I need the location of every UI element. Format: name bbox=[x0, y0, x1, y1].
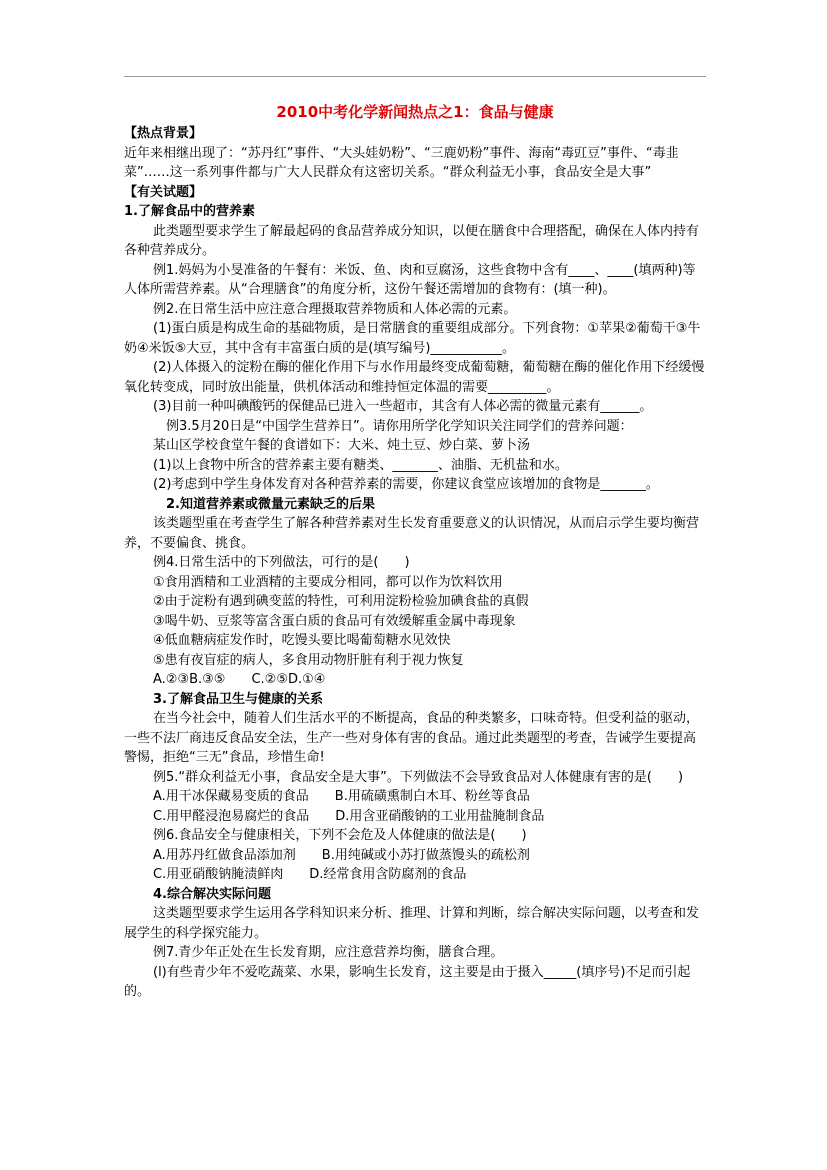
example-4: 例4.日常生活中的下列做法，可行的是( ) bbox=[153, 555, 410, 570]
example-7-part-1: (l)有些青少年不爱吃蔬菜、水果，影响生长发育，这主要是由于摄入_____(填序号)不足而引起的。 bbox=[124, 964, 691, 999]
topic-3-intro: 在当今社会中，随着人们生活水平的不断提高，食品的种类繁多，口味奇特。但受利益的驱动，一些不法厂商违反食品安全法，生产一些对身体有害的食品。通过此类题型的考查，告诫学生要提高警惕，拒绝“三无”食品，珍惜生命! bbox=[124, 711, 700, 765]
document-body bbox=[124, 100, 706, 1002]
example-5: 例5.“群众利益无小事，食品安全是大事”。下列做法不会导致食品对人体健康有害的是( ) bbox=[153, 769, 684, 785]
example-4-item-4: ④低血糖病症发作时，吃馒头要比喝葡萄糖水见效快 bbox=[153, 633, 451, 648]
example-1: 例1.妈妈为小旻准备的午餐有：米饭、鱼、肉和豆腐汤，这些食物中含有____、____(填两种)等人体所需营养素。从“合理膳食”的角度分析，这份午餐还需增加的食物有：(填一种)。 bbox=[124, 262, 696, 297]
header-rule bbox=[124, 76, 706, 77]
example-3-part-1: (1)以上食物中所含的营养素主要有糖类、_______、油脂、无机盐和水。 bbox=[153, 457, 568, 473]
example-3: 例3.5月20日是“中国学生营养日”。请你用所学化学知识关注同学们的营养问题： bbox=[166, 418, 633, 434]
example-2: 例2.在日常生活中应注意合理摄取营养物质和人体必需的元素。 bbox=[153, 301, 517, 317]
example-2-part-3: (3)目前一种叫碘酸钙的保健品已进入一些超市，其含有人体必需的微量元素有______。 bbox=[153, 399, 653, 414]
example-4-item-3: ③喝牛奶、豆浆等富含蛋白质的食品可有效缓解重金属中毒现象 bbox=[153, 613, 516, 629]
topic-4-intro: 这类题型要求学生运用各学科知识来分析、推理、计算和判断，综合解决实际问题，以考查和发展学生的科学探究能力。 bbox=[124, 906, 700, 941]
document-title: 2010中考化学新闻热点之1：食品与健康 bbox=[276, 103, 554, 121]
example-4-options: A.②③B.③⑤ C.②⑤D.①④ bbox=[153, 672, 326, 687]
topic-1-intro: 此类题型要求学生了解最起码的食品营养成分知识，以便在膳食中合理搭配，确保在人体内持有各种营养成分。 bbox=[124, 223, 700, 258]
example-4-item-1: ①食用酒精和工业酒精的主要成分相同，都可以作为饮料饮用 bbox=[153, 574, 503, 590]
background-paragraph: 近年来相继出现了：“苏丹红”事件、“大头娃奶粉”、“三鹿奶粉”事件、海南“毒豇豆”事件、“毒韭菜”……这一系列事件都与广大人民群众有这密切关系。“群众利益无小事，食品安全是大事” bbox=[124, 145, 679, 180]
example-3-part-2: (2)考虑到中学生身体发育对各种营养素的需要，你建议食堂应该增加的食物是_______。 bbox=[153, 477, 659, 492]
topic-heading-2: 2.知道营养素或微量元素缺乏的后果 bbox=[166, 496, 375, 512]
example-4-item-5: ⑤患有夜盲症的病人，多食用动物肝脏有利于视力恢复 bbox=[153, 652, 464, 668]
topic-heading-1: 1.了解食品中的营养素 bbox=[124, 204, 255, 219]
example-7: 例7.青少年正处在生长发育期，应注意营养均衡，膳食合理。 bbox=[153, 945, 504, 960]
topic-2-intro: 该类题型重在考查学生了解各种营养素对生长发育重要意义的认识情况，从而启示学生要均衡营养，不要偏食、挑食。 bbox=[124, 516, 700, 551]
example-5-options-cd: C.用甲醛浸泡易腐烂的食品 D.用含亚硝酸钠的工业用盐腌制食品 bbox=[153, 808, 545, 824]
example-6-options-cd: C.用亚硝酸钠腌渍鲜肉 D.经常食用含防腐剂的食品 bbox=[153, 867, 467, 882]
example-5-options-ab: A.用干冰保藏易变质的食品 B.用硫磺熏制白木耳、粉丝等食品 bbox=[153, 789, 530, 804]
example-2-part-2: (2)人体摄入的淀粉在酶的催化作用下与水作用最终变成葡萄糖，葡萄糖在酶的催化作用下经缓慢氧化转变成，同时放出能量，供机体活动和维持恒定体温的需要_________。 bbox=[124, 360, 705, 395]
section-heading-background: 【热点背景】 bbox=[124, 126, 203, 141]
topic-heading-3: 3.了解食品卫生与健康的关系 bbox=[153, 691, 323, 707]
example-2-part-1: (1)蛋白质是构成生命的基础物质，是日常膳食的重要组成部分。下列食物：①苹果②葡萄干③牛奶④米饭⑤大豆，其中含有丰富蛋白质的是(填写编号)___________。 bbox=[124, 321, 701, 356]
example-6-options-ab: A.用苏丹红做食品添加剂 B.用纯碱或小苏打做蒸馒头的疏松剂 bbox=[153, 847, 530, 863]
example-4-item-2: ②由于淀粉有遇到碘变蓝的特性，可利用淀粉检验加碘食盐的真假 bbox=[153, 594, 529, 609]
example-6: 例6.食品安全与健康相关，下列不会危及人体健康的做法是( ) bbox=[153, 828, 527, 843]
section-heading-questions: 【有关试题】 bbox=[124, 184, 203, 200]
example-3-menu: 某山区学校食堂午餐的食谱如下：大米、炖土豆、炒白菜、萝卜汤 bbox=[153, 438, 531, 453]
topic-heading-4: 4.综合解决实际问题 bbox=[153, 886, 271, 902]
